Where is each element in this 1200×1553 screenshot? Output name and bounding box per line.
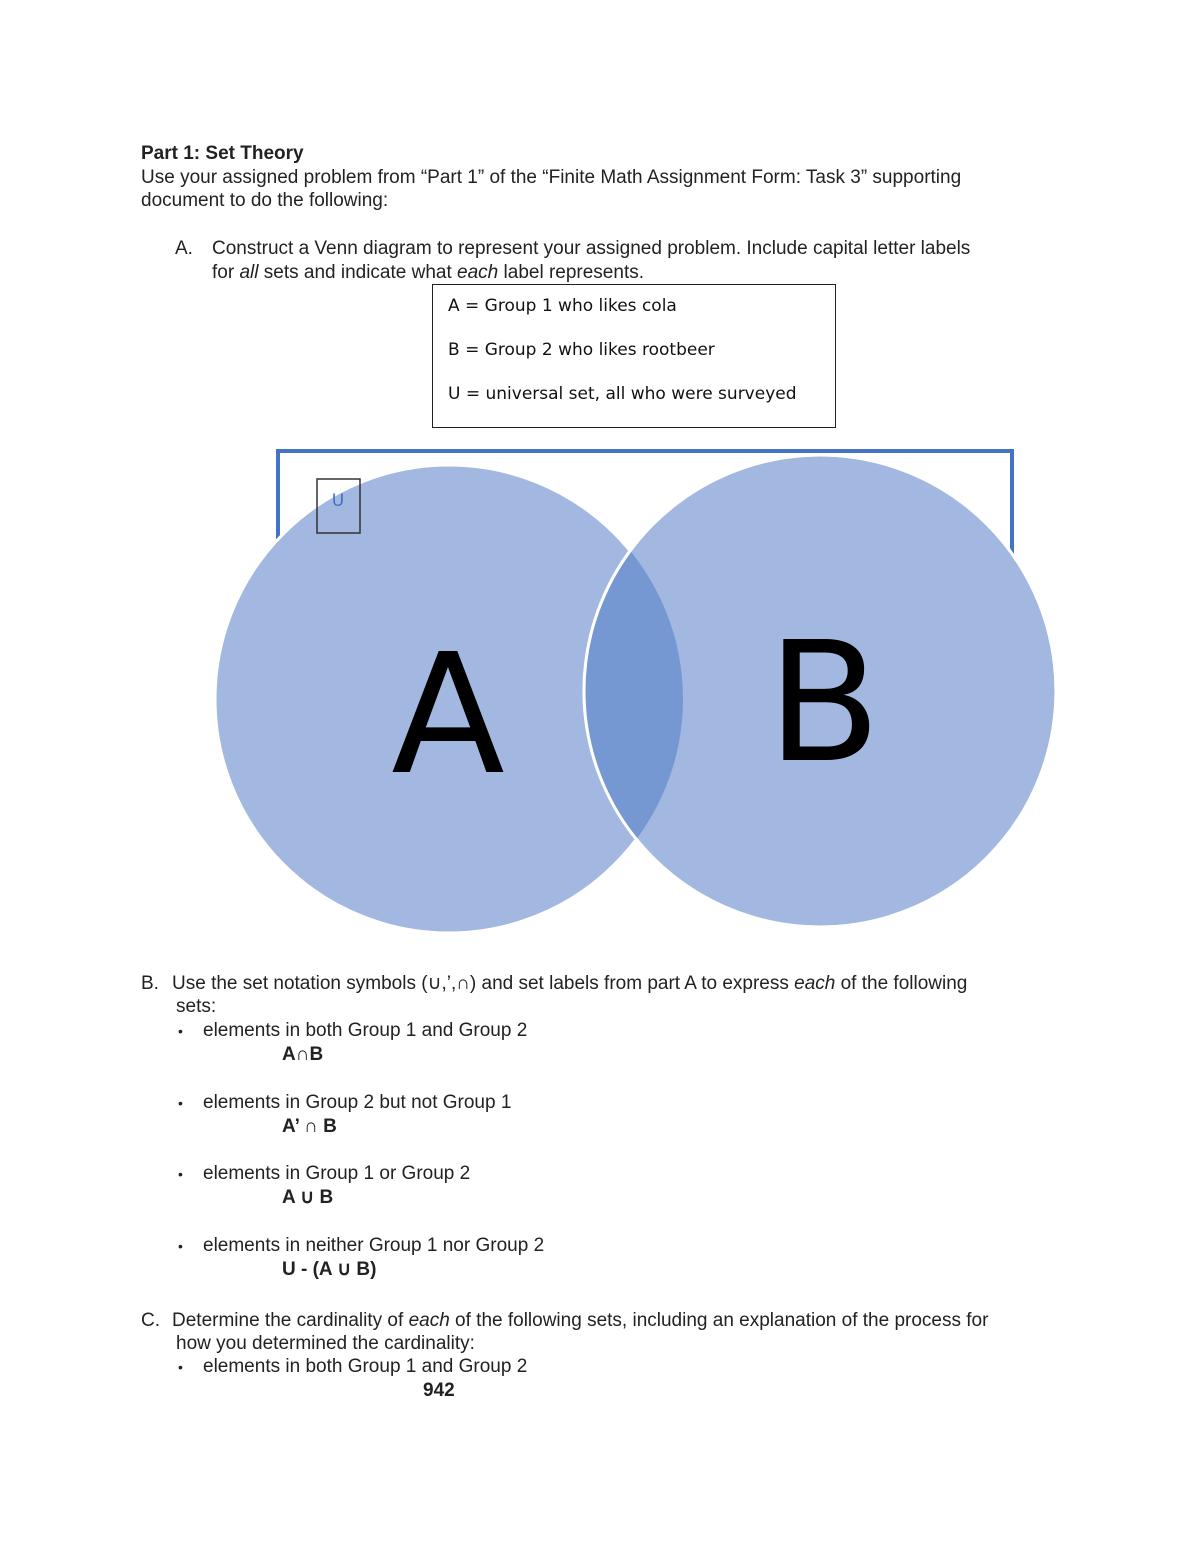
b-item-1-answer: A∩B [282, 1044, 324, 1065]
section-b-marker: B. [141, 973, 159, 994]
legend-universal: U = universal set, all who were surveyed [448, 384, 797, 404]
bullet-icon: • [178, 1023, 183, 1039]
legend-set-b: B = Group 2 who likes rootbeer [448, 340, 715, 360]
intro-line-1: Use your assigned problem from “Part 1” of the “Finite Math Assignment Form: Task 3” supporting [141, 167, 962, 188]
section-a-marker: A. [175, 238, 193, 259]
section-b-line-1: Use the set notation symbols (∪,’,∩) and set labels from part A to express each of the following [172, 973, 968, 994]
section-c-marker: C. [141, 1310, 160, 1331]
set-a-label: A [391, 619, 505, 812]
legend-set-a: A = Group 1 who likes cola [448, 296, 677, 316]
b-item-1-label: elements in both Group 1 and Group 2 [203, 1020, 528, 1041]
b-item-4-label: elements in neither Group 1 nor Group 2 [203, 1235, 545, 1256]
section-a-line-2: for all sets and indicate what each label represents. [212, 262, 644, 283]
section-a-line-1: Construct a Venn diagram to represent your assigned problem. Include capital letter labels [212, 238, 971, 259]
bullet-icon: • [178, 1359, 183, 1375]
b-item-3-label: elements in Group 1 or Group 2 [203, 1163, 471, 1184]
b-item-3-answer: A ∪ B [282, 1187, 334, 1208]
b-item-2-label: elements in Group 2 but not Group 1 [203, 1092, 512, 1113]
intro-line-2: document to do the following: [141, 190, 389, 211]
set-b-label: B [767, 607, 881, 800]
part-title: Part 1: Set Theory [141, 143, 304, 164]
b-item-4-answer: U - (A ∪ B) [282, 1259, 377, 1280]
c-item-1-label: elements in both Group 1 and Group 2 [203, 1356, 528, 1377]
bullet-icon: • [178, 1238, 183, 1254]
bullet-icon: • [178, 1166, 183, 1182]
b-item-2-answer: A’ ∩ B [282, 1116, 337, 1137]
universal-label: U [331, 491, 345, 511]
bullet-icon: • [178, 1095, 183, 1111]
c-item-1-answer: 942 [423, 1380, 455, 1401]
section-b-line-2: sets: [176, 996, 217, 1017]
section-c-line-1: Determine the cardinality of each of the following sets, including an explanation of the process for [172, 1310, 989, 1331]
section-c-line-2: how you determined the cardinality: [176, 1333, 475, 1354]
